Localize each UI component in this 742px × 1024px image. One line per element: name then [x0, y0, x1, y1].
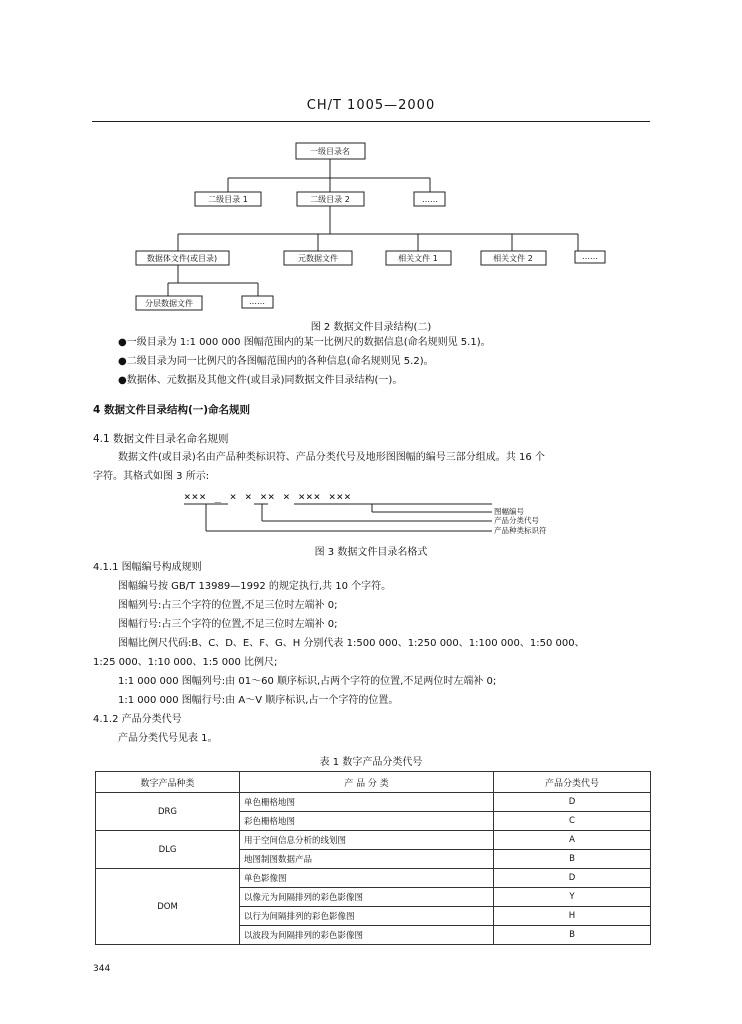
table-row [96, 869, 651, 888]
table-cell: C [494, 812, 651, 831]
label-l2c: …… [422, 195, 438, 204]
label-l2b: 二级目录 2 [310, 195, 350, 204]
table-cell: B [494, 926, 651, 945]
table-cell: D [494, 869, 651, 888]
section4-title: 4 数据文件目录结构(一)命名规则 [93, 404, 251, 416]
table-row [96, 793, 651, 812]
table-cell: 单色影像图 [240, 869, 494, 888]
label-l3e: …… [582, 252, 598, 261]
s41-title: 4.1 数据文件目录名命名规则 [93, 433, 229, 445]
bullet-3: ●数据体、元数据及其他文件(或目录)同数据文件目录结构(一)。 [118, 375, 403, 386]
table1 [95, 771, 651, 945]
figure3-format: ××× _ × × ×× × ××× ××× [184, 490, 352, 503]
table-header: 产品分类代号 [494, 772, 651, 793]
bullet-1: ●一级目录为 1:1 000 000 图幅范围内的某一比例尺的数据信息(命名规则见 5.1)。 [118, 337, 491, 348]
s411-line-2: 图幅列号:占三个字符的位置,不足三位时左端补 0; [118, 600, 338, 611]
label-l4a: 分层数据文件 [145, 299, 193, 308]
figure3-caption: 图 3 数据文件目录名格式 [314, 547, 428, 558]
table-cell: D [494, 793, 651, 812]
table-cell: 彩色栅格地图 [240, 812, 494, 831]
label-l3c: 相关文件 1 [398, 254, 438, 263]
table-cell: A [494, 831, 651, 850]
s412-title: 4.1.2 产品分类代号 [93, 714, 182, 725]
table-cell: B [494, 850, 651, 869]
label-l3d: 相关文件 2 [493, 254, 533, 263]
table-cell: 地图制图数据产品 [240, 850, 494, 869]
table-cell-kind: DRG [96, 793, 240, 831]
table-cell: H [494, 907, 651, 926]
table-cell-kind: DOM [96, 869, 240, 945]
label-l3b: 元数据文件 [298, 254, 338, 263]
table-cell: 以行为间隔排列的彩色影像图 [240, 907, 494, 926]
table1-caption: 表 1 数字产品分类代号 [319, 757, 423, 768]
figure2-caption: 图 2 数据文件目录结构(二) [310, 322, 432, 333]
s41-line1: 数据文件(或目录)名由产品种类标识符、产品分类代号及地形图图幅的编号三部分组成。共 16 个 [118, 452, 545, 463]
page-header: CH/T 1005—2000 [306, 98, 436, 113]
table-header: 产 品 分 类 [240, 772, 494, 793]
s411-line-1: 图幅编号按 GB/T 13989—1992 的规定执行,共 10 个字符。 [118, 581, 392, 592]
s411-line-6: 1:1 000 000 图幅列号:由 01～60 顺序标识,占两个字符的位置,不足两位时左端补 0; [118, 676, 497, 687]
table-cell-kind: DLG [96, 831, 240, 869]
table-cell: 用于空间信息分析的线划图 [240, 831, 494, 850]
s411-line-4: 图幅比例尺代码:B、C、D、E、F、G、H 分别代表 1:500 000、1:250 000、1:100 000、1:50 000、 [118, 638, 585, 649]
table-cell: 以像元为间隔排列的彩色影像图 [240, 888, 494, 907]
s411-line-5: 1:25 000、1:10 000、1:5 000 比例尺; [93, 657, 278, 668]
figure3-label-kind: 产品种类标识符 [494, 526, 547, 535]
s411-line-7: 1:1 000 000 图幅行号:由 A～V 顺序标识,占一个字符的位置。 [118, 695, 399, 706]
bullet-2: ●二级目录为同一比例尺的各图幅范围内的各种信息(命名规则见 5.2)。 [118, 356, 434, 367]
label-l4b: …… [249, 297, 265, 306]
page-number: 344 [93, 964, 111, 974]
figure3-label-class: 产品分类代号 [494, 516, 539, 525]
label-l3a: 数据体文件(或目录) [146, 254, 218, 263]
s411-line-3: 图幅行号:占三个字符的位置,不足三位时左端补 0; [118, 619, 338, 630]
s411-title: 4.1.1 图幅编号构成规则 [93, 562, 202, 573]
s412-line: 产品分类代号见表 1。 [118, 733, 218, 744]
label-root: 一级目录名 [310, 147, 350, 156]
table-cell: 以波段为间隔排列的彩色影像图 [240, 926, 494, 945]
label-l2a: 二级目录 1 [208, 195, 248, 204]
table-cell: Y [494, 888, 651, 907]
table-cell: 单色栅格地图 [240, 793, 494, 812]
s41-line2: 字符。其格式如图 3 所示: [93, 471, 210, 482]
table-row [96, 831, 651, 850]
table-header-row [96, 772, 651, 793]
table-header: 数字产品种类 [96, 772, 240, 793]
figure3-label-sheet: 图幅编号 [494, 507, 524, 516]
